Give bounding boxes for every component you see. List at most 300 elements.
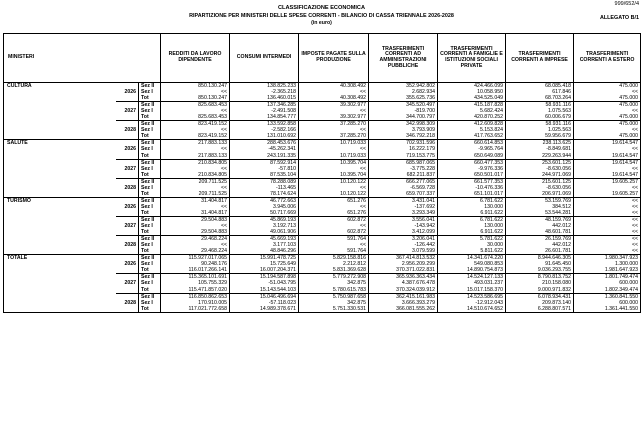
value-cell: 342.998.309	[369, 121, 438, 128]
value-cell: 238.113.625	[506, 140, 574, 147]
section-label: Tot	[139, 191, 161, 198]
value-cell: -126.442	[369, 242, 438, 248]
value-cell: 8.790.813.752	[506, 274, 574, 281]
value-cell: 19.605.257	[574, 178, 641, 185]
value-cell: 362.415.161.983	[369, 293, 438, 300]
value-cell: 719.153.775	[369, 153, 438, 160]
value-cell: 39.302.977	[299, 102, 369, 109]
table-body	[4, 83, 641, 313]
value-cell: 26.159.769	[506, 236, 574, 243]
value-cell: 78.174.624	[230, 191, 299, 198]
value-cell: -137.692	[369, 204, 438, 210]
value-cell: -57.810	[230, 166, 299, 172]
value-cell: <<	[574, 89, 641, 95]
value-cell: 3.666.393.279	[369, 300, 438, 306]
value-cell: 365.936.363.434	[369, 274, 438, 281]
value-cell: 342.875	[299, 300, 369, 306]
value-cell: 78.288.089	[230, 178, 299, 185]
value-cell: 493.031.237	[438, 280, 506, 286]
value-cell: 5.781.622	[438, 236, 506, 243]
value-cell: -819.700	[369, 108, 438, 114]
section-label: Sez II	[139, 216, 161, 223]
value-cell: <<	[574, 248, 641, 255]
table-row	[4, 306, 641, 313]
value-cell: 14.524.127.133	[438, 274, 506, 281]
value-cell: 136.460.015	[230, 95, 299, 102]
value-cell: 134.854.777	[230, 114, 299, 121]
section-label: Sez II	[139, 140, 161, 147]
value-cell: 29.468.224	[161, 236, 230, 243]
value-cell: 344.700.797	[369, 114, 438, 121]
value-cell: <<	[299, 242, 369, 248]
value-cell: <<	[574, 185, 641, 191]
value-cell: 434.525.049	[438, 95, 506, 102]
value-cell: 370.324.039.912	[369, 287, 438, 294]
section-label: Sez I	[139, 261, 161, 267]
value-cell: 210.834.805	[161, 172, 230, 179]
value-cell: 45.869.193	[230, 216, 299, 223]
value-cell: 253.601.125	[506, 159, 574, 166]
value-cell: 3.192.713	[230, 223, 299, 229]
year-label: 2027	[124, 108, 136, 115]
value-cell: 6.911.622	[438, 229, 506, 236]
value-cell: 6.911.622	[438, 210, 506, 217]
value-cell: 1.300.000	[574, 261, 641, 267]
value-cell: <<	[574, 204, 641, 210]
value-cell: -8.849.681	[506, 146, 574, 152]
value-cell: 702.931.596	[369, 140, 438, 147]
value-cell: 384.512	[506, 204, 574, 210]
value-cell: 366.081.555.262	[369, 306, 438, 313]
value-cell: -8.630.056	[506, 166, 574, 172]
value-cell: 19.605.257	[574, 191, 641, 198]
year-label: 2026	[124, 261, 136, 268]
value-cell: 50.717.669	[230, 210, 299, 217]
document-subtitle: RIPARTIZIONE PER MINISTERI DELLE SPESE CORRENTI - BILANCIO DI CASSA TRIENNALE 2026-2028	[189, 13, 454, 19]
value-cell: 15.017.158.370	[438, 287, 506, 294]
value-cell: 5.831.369.628	[299, 267, 369, 274]
ministry-name: TOTALE	[4, 255, 116, 262]
spending-table	[3, 33, 641, 313]
section-label: Tot	[139, 287, 161, 294]
value-cell: 15.143.544.103	[230, 287, 299, 294]
value-cell: <<	[299, 166, 369, 172]
value-cell: 37.285.270	[299, 133, 369, 140]
value-cell: 31.404.817	[161, 197, 230, 204]
value-cell: 48.159.769	[506, 216, 574, 223]
section-label: Tot	[139, 114, 161, 121]
value-cell: 1.075.563	[506, 108, 574, 114]
value-cell: 3.793.909	[369, 127, 438, 133]
value-cell: <<	[299, 108, 369, 114]
value-cell: 5.780.615.783	[299, 287, 369, 294]
value-cell: 600.000	[574, 300, 641, 306]
value-cell: <<	[574, 197, 641, 204]
value-cell: -2.582.166	[230, 127, 299, 133]
header-trasf-est: TRASFERIMENTI CORRENTI A ESTERO	[574, 34, 641, 83]
value-cell: -57.118.023	[230, 300, 299, 306]
section-label: Sez I	[139, 146, 161, 152]
value-cell: 137.346.285	[230, 102, 299, 109]
value-cell: -9.976.336	[438, 166, 506, 172]
value-cell: 170.910.005	[161, 300, 230, 306]
value-cell: 10.058.950	[438, 89, 506, 95]
section-label: Sez II	[139, 83, 161, 90]
year-label: 2027	[124, 165, 136, 172]
value-cell: 115.365.101.691	[161, 274, 230, 281]
value-cell: 2.212.812	[299, 261, 369, 267]
value-cell: 288.453.676	[230, 140, 299, 147]
section-label: Sez I	[139, 185, 161, 191]
value-cell: 19.614.547	[574, 172, 641, 179]
header-trasf-imp: TRASFERIMENTI CORRENTI A IMPRESE	[506, 34, 574, 83]
value-cell: <<	[574, 210, 641, 217]
value-cell: 342.875	[299, 280, 369, 286]
value-cell: 412.609.828	[438, 121, 506, 128]
header-imposte: IMPOSTE PAGATE SULLA PRODUZIONE	[299, 34, 369, 83]
value-cell: 16.007.204.371	[230, 267, 299, 274]
value-cell: <<	[161, 89, 230, 95]
value-cell: -113.465	[230, 185, 299, 191]
value-cell: 823.419.152	[161, 133, 230, 140]
ministry-name: CULTURA	[4, 83, 116, 90]
value-cell: 31.404.817	[161, 210, 230, 217]
section-label: Sez II	[139, 293, 161, 300]
value-cell: 661.577.353	[438, 178, 506, 185]
value-cell: 602.872	[299, 216, 369, 223]
value-cell: <<	[161, 166, 230, 172]
value-cell: <<	[299, 185, 369, 191]
value-cell: 115.471.857.020	[161, 287, 230, 294]
value-cell: <<	[161, 146, 230, 152]
value-cell: -45.262.341	[230, 146, 299, 152]
value-cell: 651.276	[299, 210, 369, 217]
value-cell: 40.308.492	[299, 83, 369, 90]
value-cell: 46.772.663	[230, 197, 299, 204]
value-cell: 105.755.329	[161, 280, 230, 286]
value-cell: 617.846	[506, 89, 574, 95]
value-cell: 352.942.802	[369, 83, 438, 90]
value-cell: 3.079.599	[369, 248, 438, 255]
value-cell: 825.683.453	[161, 114, 230, 121]
value-cell: 475.000	[574, 114, 641, 121]
table-header	[4, 34, 641, 83]
value-cell: 346.792.218	[369, 133, 438, 140]
value-cell: 53.544.281	[506, 210, 574, 217]
value-cell: 133.592.858	[230, 121, 299, 128]
document-id: 999/652/4	[614, 1, 639, 7]
value-cell: 682.211.837	[369, 172, 438, 179]
value-cell: <<	[299, 127, 369, 133]
value-cell: <<	[574, 127, 641, 133]
value-cell: -8.630.056	[506, 185, 574, 191]
value-cell: 1.802.349.474	[574, 287, 641, 294]
value-cell: <<	[161, 127, 230, 133]
value-cell: <<	[161, 108, 230, 114]
section-label: Sez II	[139, 197, 161, 204]
value-cell: 651.276	[299, 197, 369, 204]
value-cell: <<	[299, 204, 369, 210]
value-cell: 210.834.805	[161, 159, 230, 166]
allegato-label: ALLEGATO B/1	[599, 15, 639, 21]
value-cell: 5.811.622	[438, 248, 506, 255]
value-cell: 29.504.883	[161, 229, 230, 236]
value-cell: 115.927.017.065	[161, 255, 230, 262]
value-cell: <<	[574, 108, 641, 114]
value-cell: 370.371.022.831	[369, 267, 438, 274]
value-cell: <<	[574, 216, 641, 223]
value-cell: 850.130.247	[161, 95, 230, 102]
value-cell: 243.191.335	[230, 153, 299, 160]
section-label: Sez II	[139, 255, 161, 262]
value-cell: <<	[299, 89, 369, 95]
section-label: Tot	[139, 248, 161, 255]
value-cell: 206.971.069	[506, 191, 574, 198]
year-label	[116, 306, 139, 313]
section-label: Tot	[139, 153, 161, 160]
value-cell: 87.535.104	[230, 172, 299, 179]
value-cell: 6.781.622	[438, 197, 506, 204]
value-cell: 823.419.152	[161, 121, 230, 128]
section-label: Sez II	[139, 178, 161, 185]
value-cell: 10.719.033	[299, 153, 369, 160]
section-label: Tot	[139, 210, 161, 217]
value-cell: 14.510.674.652	[438, 306, 506, 313]
value-cell: 131.010.692	[230, 133, 299, 140]
value-cell: <<	[299, 146, 369, 152]
value-cell: -3.775.228	[369, 166, 438, 172]
value-cell: 29.468.224	[161, 248, 230, 255]
value-cell: 68.085.418	[506, 83, 574, 90]
value-cell: 600.000	[574, 280, 641, 286]
value-cell: -51.043.795	[230, 280, 299, 286]
value-cell: 5.751.330.531	[299, 306, 369, 313]
year-label: 2027	[124, 280, 136, 287]
value-cell: 850.130.247	[161, 83, 230, 90]
ministry-name: TURISMO	[4, 197, 116, 204]
value-cell: 10.395.704	[299, 172, 369, 179]
value-cell: 229.263.944	[506, 153, 574, 160]
value-cell: 59.956.679	[506, 133, 574, 140]
section-label: Tot	[139, 306, 161, 313]
value-cell: <<	[161, 242, 230, 248]
value-cell: 45.669.193	[230, 236, 299, 243]
value-cell: 1.360.841.550	[574, 293, 641, 300]
value-cell: 549.080.853	[438, 261, 506, 267]
value-cell: -2.491.508	[230, 108, 299, 114]
value-cell: 475.000	[574, 102, 641, 109]
value-cell: 217.883.133	[161, 140, 230, 147]
value-cell: 30.000	[438, 242, 506, 248]
value-cell: 415.187.828	[438, 102, 506, 109]
value-cell: 591.764	[299, 248, 369, 255]
value-cell: 90.248.176	[161, 261, 230, 267]
value-cell: 8.944.646.305	[506, 255, 574, 262]
value-cell: 3.556.041	[369, 216, 438, 223]
section-label: Tot	[139, 172, 161, 179]
value-cell: <<	[574, 146, 641, 152]
section-label: Tot	[139, 229, 161, 236]
value-cell: 209.711.525	[161, 178, 230, 185]
value-cell: <<	[574, 242, 641, 248]
value-cell: 3.293.349	[369, 210, 438, 217]
value-cell: 660.614.853	[438, 140, 506, 147]
value-cell: 58.931.116	[506, 121, 574, 128]
value-cell: 217.883.133	[161, 153, 230, 160]
value-cell: 602.872	[299, 229, 369, 236]
value-cell: 87.592.914	[230, 159, 299, 166]
value-cell: 53.159.769	[506, 197, 574, 204]
value-cell: 91.645.450	[506, 261, 574, 267]
value-cell: <<	[574, 223, 641, 229]
value-cell: 5.750.987.658	[299, 293, 369, 300]
value-cell: 19.614.547	[574, 153, 641, 160]
value-cell: 417.763.652	[438, 133, 506, 140]
value-cell: 244.971.069	[506, 172, 574, 179]
value-cell: 2.956.209.299	[369, 261, 438, 267]
section-label: Sez II	[139, 102, 161, 109]
value-cell: 666.277.065	[369, 178, 438, 185]
value-cell: 10.120.122	[299, 191, 369, 198]
value-cell: 345.520.497	[369, 102, 438, 109]
value-cell: 660.477.353	[438, 159, 506, 166]
value-cell: 14.989.378.671	[230, 306, 299, 313]
value-cell: 209.873.140	[506, 300, 574, 306]
year-label: 2028	[124, 242, 136, 249]
value-cell: 5.779.272.908	[299, 274, 369, 281]
value-cell: 651.101.017	[438, 191, 506, 198]
section-label: Tot	[139, 95, 161, 102]
value-cell: 1.980.347.923	[574, 255, 641, 262]
value-cell: 1.801.749.474	[574, 274, 641, 281]
value-cell: 1.361.441.550	[574, 306, 641, 313]
year-label: 2026	[124, 89, 136, 96]
value-cell: 15.046.496.694	[230, 293, 299, 300]
value-cell: 130.000	[438, 223, 506, 229]
value-cell: 442.012	[506, 242, 574, 248]
value-cell: -10.476.336	[438, 185, 506, 191]
value-cell: 3.177.103	[230, 242, 299, 248]
year-label: 2028	[124, 299, 136, 306]
value-cell: <<	[161, 223, 230, 229]
value-cell: 475.000	[574, 95, 641, 102]
section-label: Sez I	[139, 223, 161, 229]
header-consumi: CONSUMI INTERMEDI	[230, 34, 299, 83]
value-cell: 367.414.813.532	[369, 255, 438, 262]
year-label: 2026	[124, 203, 136, 210]
value-cell: 116.017.266.141	[161, 267, 230, 274]
value-cell: -12.912.043	[438, 300, 506, 306]
section-label: Sez I	[139, 204, 161, 210]
value-cell: 475.000	[574, 133, 641, 140]
value-cell: 424.466.099	[438, 83, 506, 90]
value-cell: 3.431.041	[369, 197, 438, 204]
value-cell: 68.703.264	[506, 95, 574, 102]
value-cell: 442.012	[506, 223, 574, 229]
value-cell: 4.387.676.478	[369, 280, 438, 286]
value-cell: 825.683.453	[161, 102, 230, 109]
value-cell: 15.725.649	[230, 261, 299, 267]
value-cell: 659.707.337	[369, 191, 438, 198]
section-label: Sez I	[139, 300, 161, 306]
value-cell: 15.194.587.898	[230, 274, 299, 281]
section-label: Sez I	[139, 108, 161, 114]
section-label: Sez I	[139, 127, 161, 133]
value-cell: 6.078.934.431	[506, 293, 574, 300]
value-cell: 1.025.563	[506, 127, 574, 133]
value-cell: 5.829.158.816	[299, 255, 369, 262]
value-cell: 15.991.478.725	[230, 255, 299, 262]
section-label: Sez II	[139, 236, 161, 243]
value-cell: 117.021.772.658	[161, 306, 230, 313]
header-trasf-ap: TRASFERIMENTI CORRENTI AD AMMINISTRAZIONI PUBBLICHE	[369, 34, 438, 83]
section-label: Sez II	[139, 121, 161, 128]
value-cell: 19.614.547	[574, 140, 641, 147]
value-cell: 685.987.065	[369, 159, 438, 166]
value-cell: -6.569.728	[369, 185, 438, 191]
value-cell: 6.781.622	[438, 216, 506, 223]
document-title: CLASSIFICAZIONE ECONOMICA	[277, 5, 365, 11]
value-cell: 14.523.586.695	[438, 293, 506, 300]
value-cell: 209.711.525	[161, 191, 230, 198]
value-cell: 48.846.296	[230, 248, 299, 255]
value-cell: 29.504.883	[161, 216, 230, 223]
unit-label: (in euro)	[311, 20, 332, 26]
value-cell: 40.308.492	[299, 95, 369, 102]
value-cell: 14.341.674.220	[438, 255, 506, 262]
section-label: Tot	[139, 267, 161, 274]
value-cell: 6.288.807.571	[506, 306, 574, 313]
value-cell: <<	[574, 229, 641, 236]
value-cell: 591.764	[299, 236, 369, 243]
value-cell: <<	[299, 223, 369, 229]
value-cell: 9.036.293.755	[506, 267, 574, 274]
value-cell: 210.158.080	[506, 280, 574, 286]
value-cell: 355.625.736	[369, 95, 438, 102]
value-cell: 37.285.270	[299, 121, 369, 128]
value-cell: <<	[161, 185, 230, 191]
value-cell: 650.501.017	[438, 172, 506, 179]
value-cell: <<	[574, 166, 641, 172]
header-redditi: REDDITI DA LAVORO DIPENDENTE	[161, 34, 230, 83]
value-cell: 138.825.233	[230, 83, 299, 90]
header-ministeri: MINISTERI	[4, 34, 161, 83]
value-cell: 10.120.122	[299, 178, 369, 185]
value-cell: 60.006.679	[506, 114, 574, 121]
value-cell: 10.395.704	[299, 159, 369, 166]
value-cell: -2.365.218	[230, 89, 299, 95]
value-cell: 39.302.977	[299, 114, 369, 121]
value-cell: 3.412.099	[369, 229, 438, 236]
value-cell: <<	[161, 204, 230, 210]
value-cell: 130.000	[438, 204, 506, 210]
value-cell: 3.206.041	[369, 236, 438, 243]
section-label: Sez I	[139, 242, 161, 248]
value-cell: 1.981.647.923	[574, 267, 641, 274]
year-label: 2028	[124, 127, 136, 134]
value-cell: 26.601.781	[506, 248, 574, 255]
value-cell: -143.942	[369, 223, 438, 229]
ministry-name: SALUTE	[4, 140, 116, 147]
header-trasf-fam: TRASFERIMENTI CORRENTI A FAMIGLIE E ISTITUZIONI SOCIALI PRIVATE	[438, 34, 506, 83]
value-cell: 9.000.971.832	[506, 287, 574, 294]
value-cell: 650.649.089	[438, 153, 506, 160]
value-cell: <<	[574, 236, 641, 243]
value-cell: 16.222.179	[369, 146, 438, 152]
year-label: 2026	[124, 146, 136, 153]
year-label: 2027	[124, 223, 136, 230]
year-label: 2028	[124, 184, 136, 191]
